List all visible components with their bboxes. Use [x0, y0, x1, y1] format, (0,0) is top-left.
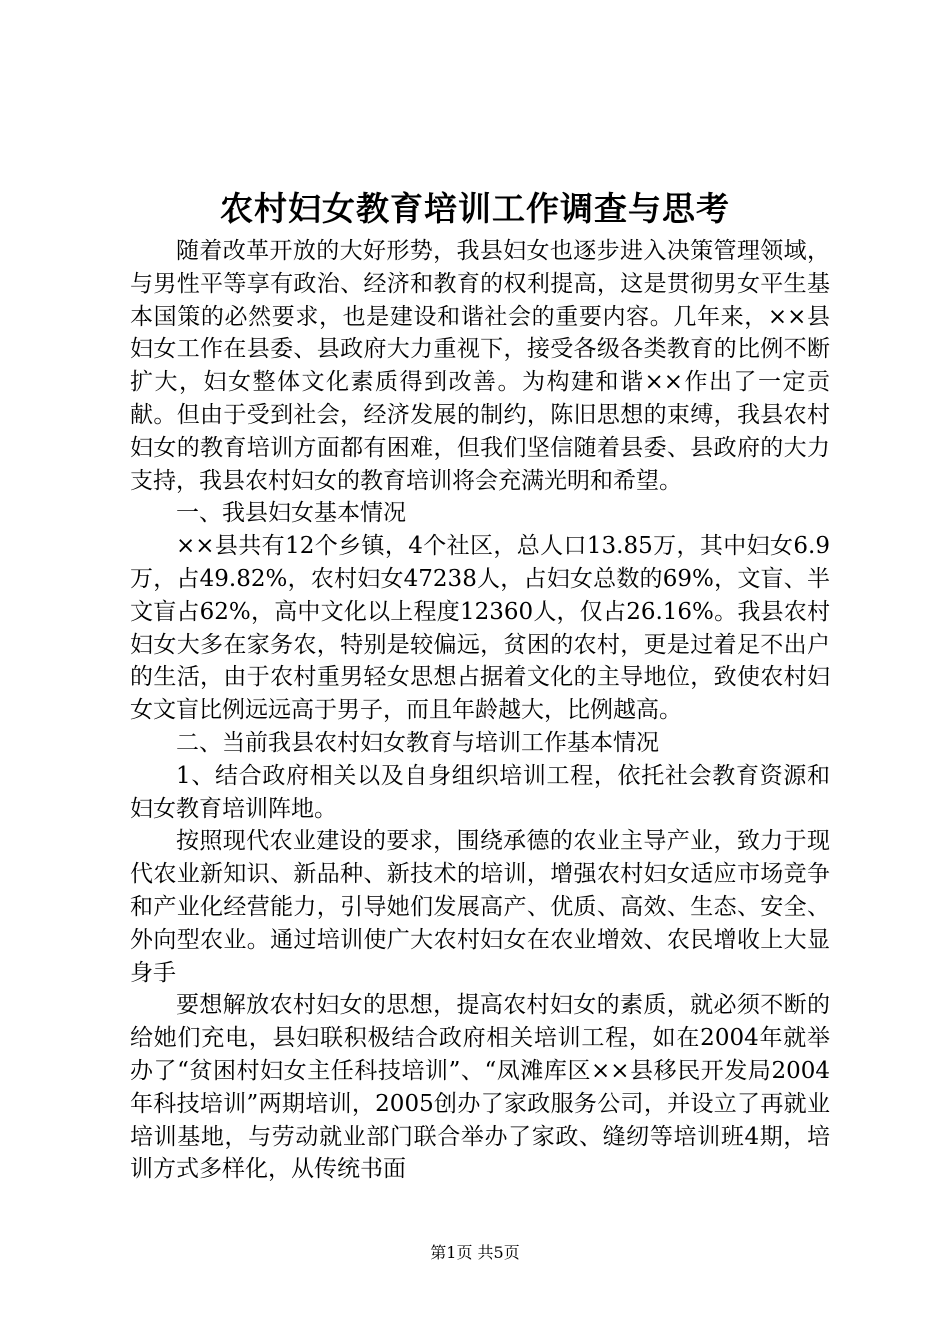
paragraph-agriculture-training: 按照现代农业建设的要求，围绕承德的农业主导产业，致力于现代农业新知识、新品种、新技术的培训，增强农村妇女适应市场竞争和产业化经营能力，引导她们发展高产、优质、高效、生态、安全、外向型农业。通过培训使广大农村妇女在农业增效、农民增收上大显身手: [130, 828, 830, 986]
paragraph-subheading-1: 1、结合政府相关以及自身组织培训工程，依托社会教育资源和妇女教育培训阵地。: [130, 762, 830, 822]
paragraph-training-programs: 要想解放农村妇女的思想，提高农村妇女的素质，就必须不断的给她们充电，县妇联积极结合政府相关培训工程，如在2004年就举办了“贫困村妇女主任科技培训”、“凤滩库区××县移民开发局2004年科技培训”两期培训，2005创办了家政服务公司，并设立了再就业培训基地，与劳动就业部门联合举办了家政、缝纫等培训班4期，培训方式多样化，从传统书面: [130, 992, 830, 1183]
paragraph-basic-situation: ××县共有12个乡镇，4个社区，总人口13.85万，其中妇女6.9万，占49.82%，农村妇女47238人，占妇女总数的69%，文盲、半文盲占62%，高中文化以上程度12360人，仅占26.16%。我县农村妇女大多在家务农，特别是较偏远，贫困的农村，更是过着足不出户的生活，由于农村重男轻女思想占据着文化的主导地位，致使农村妇女文盲比例远远高于男子，而且年龄越大，比例越高。: [130, 533, 830, 724]
paragraph-intro: 随着改革开放的大好形势，我县妇女也逐步进入决策管理领域，与男性平等享有政治、经济和教育的权利提高，这是贯彻男女平生基本国策的必然要求，也是建设和谐社会的重要内容。几年来，××县妇女工作在县委、县政府大力重视下，接受各级各类教育的比例不断扩大，妇女整体文化素质得到改善。为构建和谐××作出了一定贡献。但由于受到社会，经济发展的制约，陈旧思想的束缚，我县农村妇女的教育培训方面都有困难，但我们坚信随着县委、县政府的大力支持，我县农村妇女的教育培训将会充满光明和希望。: [130, 238, 830, 494]
document-body: [130, 235, 830, 1186]
document-title: 农村妇女教育培训工作调查与思考: [220, 189, 730, 228]
page-footer: 第1页 共5页: [430, 1243, 520, 1262]
section-heading-1: 一、我县妇女基本情况: [176, 500, 406, 527]
section-heading-2: 二、当前我县农村妇女教育与培训工作基本情况: [176, 729, 659, 756]
